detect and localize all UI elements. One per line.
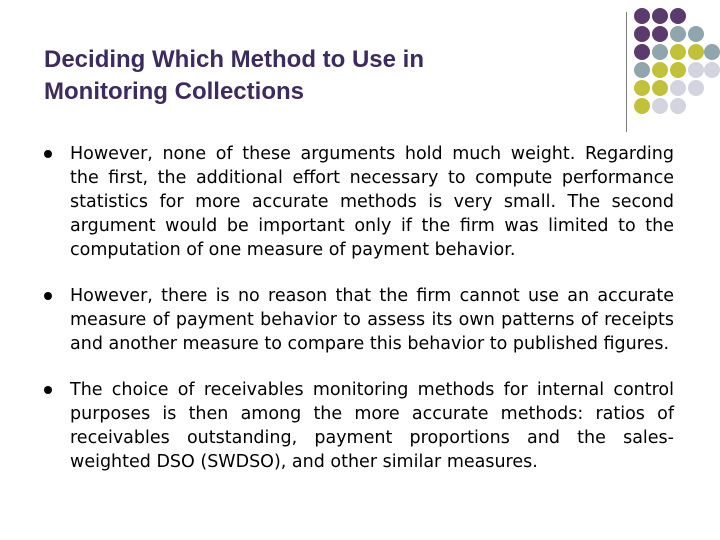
dot-icon	[634, 62, 650, 78]
title-line-2: Monitoring Collections	[44, 78, 304, 105]
dot-icon	[670, 26, 686, 42]
list-item	[44, 142, 674, 262]
bullet-icon	[44, 150, 52, 158]
page-title	[44, 44, 604, 108]
bullet-icon	[44, 386, 52, 394]
bullet-text: The choice of receivables monitoring methods for internal control purposes is then among the more accurate methods: ratios of receivables outstanding, payment proportions and the sales-weighted DSO (SWDSO), and other similar measures.	[70, 380, 674, 472]
dot-icon	[688, 62, 704, 78]
dot-icon	[652, 44, 668, 60]
dot-icon	[688, 26, 704, 42]
bullet-list	[44, 142, 674, 474]
dot-icon	[704, 44, 720, 60]
dot-icon	[634, 44, 650, 60]
dot-icon	[670, 8, 686, 24]
dot-icon	[688, 44, 704, 60]
dot-icon	[688, 80, 704, 96]
dot-icon	[634, 98, 650, 114]
list-item	[44, 284, 674, 356]
dot-icon	[634, 8, 650, 24]
dot-icon	[652, 26, 668, 42]
bullet-text: However, none of these arguments hold much weight. Regarding the first, the additional effort necessary to compute performance statistics for more accurate methods is very small. The second argument would be important only if the firm was limited to the computation of one measure of payment behavior.	[70, 144, 674, 260]
title-divider	[626, 12, 627, 132]
dot-icon	[670, 62, 686, 78]
dot-icon	[670, 44, 686, 60]
dot-icon	[652, 98, 668, 114]
title-line-1: Deciding Which Method to Use in	[44, 46, 424, 73]
dot-icon	[634, 26, 650, 42]
bullet-text: However, there is no reason that the firm cannot use an accurate measure of payment behavior to assess its own patterns of receipts and another measure to compare this behavior to published figures.	[70, 286, 674, 354]
dot-icon	[634, 80, 650, 96]
dot-icon	[652, 8, 668, 24]
bullet-icon	[44, 292, 52, 300]
dot-icon	[652, 62, 668, 78]
dot-icon	[670, 80, 686, 96]
dot-icon	[670, 98, 686, 114]
dot-icon	[704, 62, 720, 78]
dot-icon	[652, 80, 668, 96]
list-item	[44, 378, 674, 474]
